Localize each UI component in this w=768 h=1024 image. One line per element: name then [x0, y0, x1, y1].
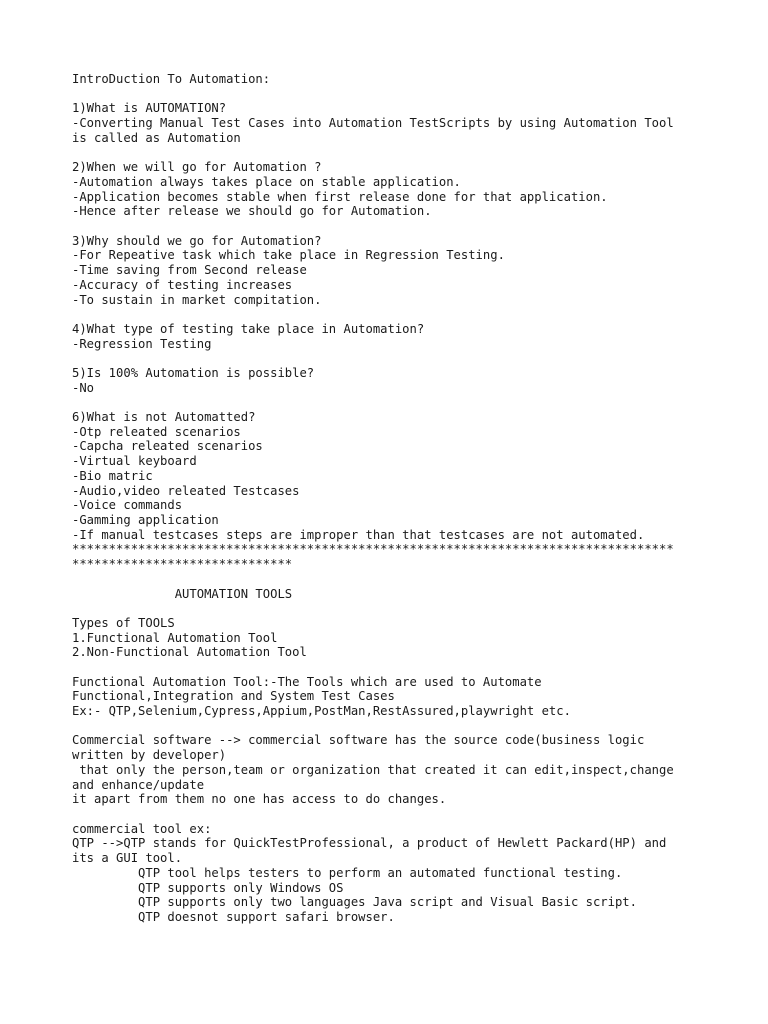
text-line — [72, 807, 768, 822]
text-line: 3)Why should we go for Automation? — [72, 233, 322, 248]
text-line — [72, 87, 768, 102]
text-line: Functional Automation Tool:-The Tools which are used to Automate — [72, 674, 542, 689]
text-line: -Virtual keyboard — [72, 454, 197, 469]
text-line: 5)Is 100% Automation is possible? — [72, 365, 315, 380]
text-line: -Application becomes stable when first release done for that application. — [72, 189, 608, 204]
text-line — [72, 307, 768, 322]
text-line: -Time saving from Second release — [72, 263, 307, 278]
text-line: its a GUI tool. — [72, 851, 183, 866]
text-line: -Audio,video releated Testcases — [72, 483, 300, 498]
text-line: 1)What is AUTOMATION? — [72, 101, 227, 116]
text-line — [72, 146, 768, 161]
text-line: -Otp releated scenarios — [72, 424, 241, 439]
text-line: QTP supports only Windows OS — [72, 880, 344, 895]
text-line — [72, 572, 768, 587]
text-line — [72, 351, 768, 366]
text-line: Types of TOOLS — [72, 615, 175, 630]
text-line: commercial tool ex: — [72, 821, 212, 836]
text-line: -Capcha releated scenarios — [72, 439, 263, 454]
text-line: IntroDuction To Automation: — [72, 72, 271, 86]
text-line: 4)What type of testing take place in Automation? — [72, 321, 425, 336]
text-line: -No — [72, 380, 95, 395]
text-line: -Converting Manual Test Cases into Automation TestScripts by using Automation Tool — [72, 116, 674, 131]
text-line: -Accuracy of testing increases — [72, 277, 293, 292]
text-line — [72, 660, 768, 675]
text-line: -If manual testcases steps are improper than that testcases are not automated. — [72, 527, 645, 542]
text-line: 2.Non-Functional Automation Tool — [72, 645, 307, 660]
text-line: -Regression Testing — [72, 336, 212, 351]
text-line: ****************************** — [72, 557, 293, 572]
text-line — [72, 719, 768, 734]
document-text — [72, 72, 768, 925]
text-line — [72, 219, 768, 234]
text-line: that only the person,team or organization that created it can edit,inspect,change — [72, 762, 674, 777]
text-line: -Gamming application — [72, 513, 219, 527]
text-line: Commercial software --> commercial software has the source code(business logic — [72, 733, 645, 748]
text-line: -Hence after release we should go for Automation. — [72, 204, 432, 219]
text-line: ********************************************************************************** — [72, 542, 674, 557]
text-line: -Automation always takes place on stable application. — [72, 174, 461, 189]
text-line: QTP supports only two languages Java script and Visual Basic script. — [72, 895, 637, 910]
text-line: is called as Automation — [72, 130, 241, 145]
text-line: Functional,Integration and System Test Cases — [72, 689, 395, 704]
text-line: AUTOMATION TOOLS — [72, 586, 293, 601]
text-line: 6)What is not Automatted? — [72, 410, 256, 425]
text-line — [72, 601, 768, 616]
text-line: QTP doesnot support safari browser. — [72, 909, 395, 924]
text-line: and enhance/update — [72, 777, 205, 792]
text-line: 2)When we will go for Automation ? — [72, 160, 322, 175]
text-line: QTP tool helps testers to perform an automated functional testing. — [72, 865, 623, 880]
text-line: -Voice commands — [72, 498, 183, 513]
text-line — [72, 395, 768, 410]
text-line: it apart from them no one has access to do changes. — [72, 792, 447, 807]
text-line: -For Repeative task which take place in Regression Testing. — [72, 248, 505, 263]
text-line: written by developer) — [72, 748, 227, 763]
text-line: QTP -->QTP stands for QuickTestProfessional, a product of Hewlett Packard(HP) and — [72, 836, 667, 851]
text-line: -To sustain in market compitation. — [72, 292, 322, 307]
text-line: Ex:- QTP,Selenium,Cypress,Appium,PostMan,RestAssured,playwright etc. — [72, 704, 571, 719]
text-line: -Bio matric — [72, 468, 153, 483]
text-line: 1.Functional Automation Tool — [72, 630, 278, 645]
